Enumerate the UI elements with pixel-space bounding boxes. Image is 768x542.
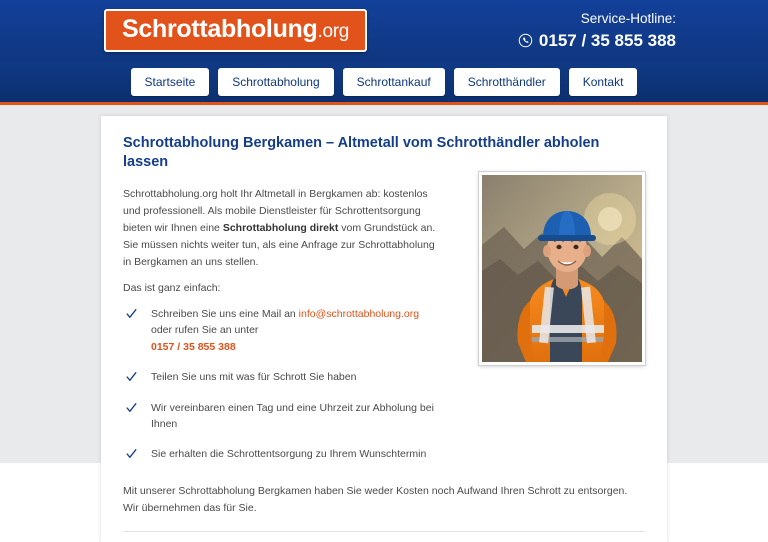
phone-icon: [518, 30, 533, 56]
intro-part-a: Schrottabholung.org holt Ihr Altmetall in Bergkamen ab: kostenlos und professionell. Als mobile Dienstleister für Schrottentsorgung bieten wir Ihnen eine: [123, 187, 428, 234]
logo-text: [122, 17, 349, 42]
nav-item-kontakt[interactable]: Kontakt: [569, 68, 638, 96]
site-logo[interactable]: [104, 9, 367, 52]
logo-tld: .org: [317, 21, 350, 42]
list-item-text-a: Schreiben Sie uns eine Mail an: [151, 307, 299, 320]
nav-item-startseite[interactable]: Startseite: [131, 68, 210, 96]
intro-paragraph: [123, 186, 441, 271]
list-item: [123, 306, 441, 370]
check-icon: [125, 401, 138, 414]
check-icon: [125, 307, 138, 320]
intro-text: [123, 186, 441, 297]
check-icon: [125, 447, 138, 460]
worker-photo: [479, 172, 645, 365]
section-divider: [123, 531, 645, 532]
benefits-checklist: [123, 306, 441, 477]
check-icon: [125, 370, 138, 383]
nav-item-schrottankauf[interactable]: Schrottankauf: [343, 68, 445, 96]
hotline-label: Service-Hotline:: [580, 11, 676, 26]
site-header: [0, 0, 768, 62]
list-item-text-b: oder rufen Sie an unter: [151, 323, 259, 336]
hotline-number: 0157 / 35 855 388: [538, 30, 676, 50]
phone-number-text[interactable]: 0157 / 35 855 388: [151, 341, 236, 354]
page-title: Schrottabholung Bergkamen – Altmetall vom Schrotthändler abholen lassen: [123, 135, 600, 170]
content-card: [101, 116, 667, 542]
list-item-text: Wir vereinbaren einen Tag und eine Uhrzeit zur Abholung bei Ihnen: [151, 401, 434, 431]
main-navigation: [0, 62, 768, 105]
list-item: [123, 400, 441, 447]
email-link[interactable]: info@schrottabholung.org: [298, 307, 420, 320]
list-item-text: Teilen Sie uns mit was für Schrott Sie haben: [151, 371, 357, 384]
nav-item-schrottabholung[interactable]: Schrottabholung: [218, 68, 333, 96]
intro-part-b: vom Grundstück an. Sie müssen nichts weiter tun, als eine Anfrage zur Schrottabholung in Bergkamen an uns stellen.: [123, 221, 436, 268]
hotline-number-row[interactable]: [518, 28, 676, 56]
logo-name: Schrottabholung: [122, 15, 318, 43]
worker-photo-illustration: [482, 175, 642, 362]
content-area: [0, 105, 768, 514]
service-hotline: [518, 10, 676, 55]
list-item: [123, 446, 441, 476]
intro-emphasis: Schrottabholung direkt: [222, 221, 339, 234]
list-item: [123, 369, 441, 399]
list-item-text: Sie erhalten die Schrottentsorgung zu Ihrem Wunschtermin: [151, 448, 427, 461]
outro-text: Mit unserer Schrottabholung Bergkamen haben Sie weder Kosten noch Aufwand Ihren Schrott zu entsorgen. Wir übernehmen das für Sie.: [123, 484, 628, 514]
intro-lead-in: Das ist ganz einfach:: [123, 281, 221, 294]
nav-item-schrotthaendler[interactable]: Schrotthändler: [454, 68, 560, 96]
